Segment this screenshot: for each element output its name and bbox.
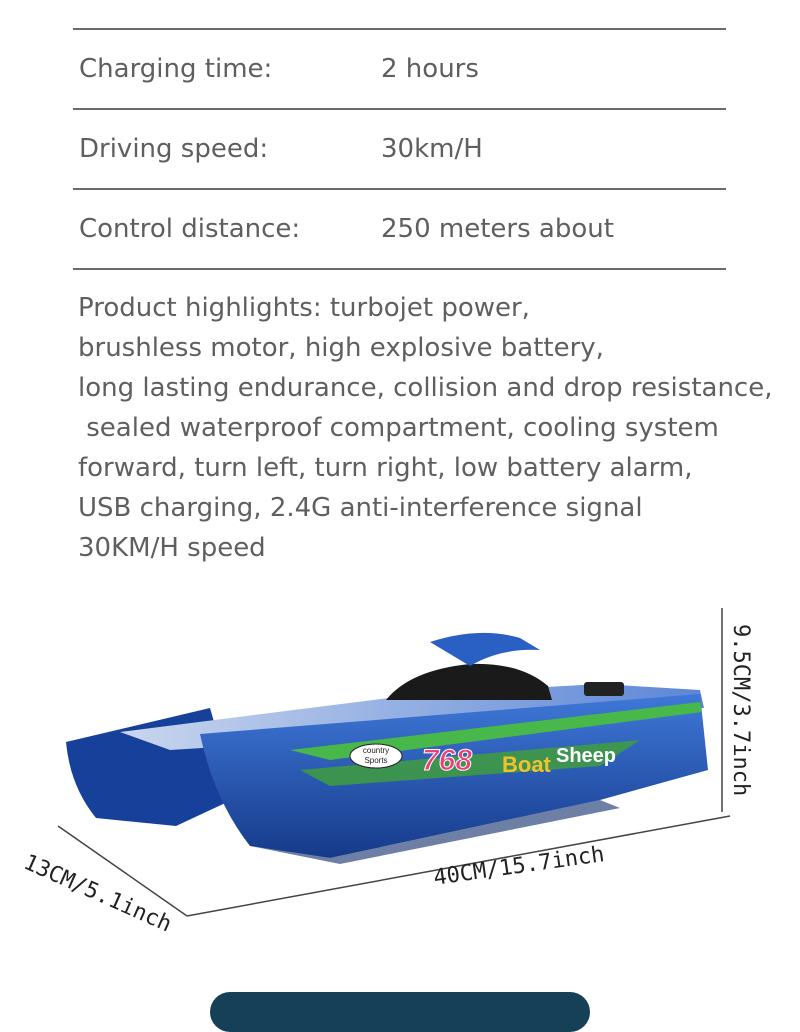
boat-number: 768 <box>422 744 473 777</box>
bottom-banner <box>210 992 590 1032</box>
spec-label: Driving speed: <box>79 134 269 164</box>
spec-label: Control distance: <box>79 214 301 244</box>
highlight-line: 30KM/H speed <box>78 533 266 563</box>
highlight-line: Product highlights: turbojet power, <box>78 293 530 323</box>
highlight-line: long lasting endurance, collision and drop resistance, <box>78 373 773 403</box>
table-divider <box>73 268 726 270</box>
highlight-line: brushless motor, high explosive battery, <box>78 333 604 363</box>
spec-row-charging-time <box>73 30 726 108</box>
boat-cockpit <box>386 664 552 700</box>
height-dimension-label: 9.5CM/3.7inch <box>728 624 753 797</box>
boat-engine <box>584 682 624 696</box>
boat-fin <box>430 633 540 666</box>
highlight-line: sealed waterproof compartment, cooling system <box>78 413 719 443</box>
spec-value: 30km/H <box>381 134 483 164</box>
boat-decal-name: Sheep <box>556 745 617 767</box>
spec-table <box>73 28 726 270</box>
spec-label: Charging time: <box>79 54 273 84</box>
width-dimension-label: 13CM/5.1inch <box>19 850 176 938</box>
spec-row-driving-speed <box>73 110 726 188</box>
badge-text: country <box>362 746 390 755</box>
length-dimension-label: 40CM/15.7inch <box>432 842 606 891</box>
product-highlights <box>78 288 778 568</box>
badge-text: Sports <box>364 756 388 765</box>
spec-value: 250 meters about <box>381 214 614 244</box>
spec-value: 2 hours <box>381 54 479 84</box>
spec-row-control-distance <box>73 190 726 268</box>
highlight-line: USB charging, 2.4G anti-interference signal <box>78 493 643 523</box>
highlight-line: forward, turn left, turn right, low battery alarm, <box>78 453 693 483</box>
boat-decal-brand: Boat <box>502 752 551 777</box>
